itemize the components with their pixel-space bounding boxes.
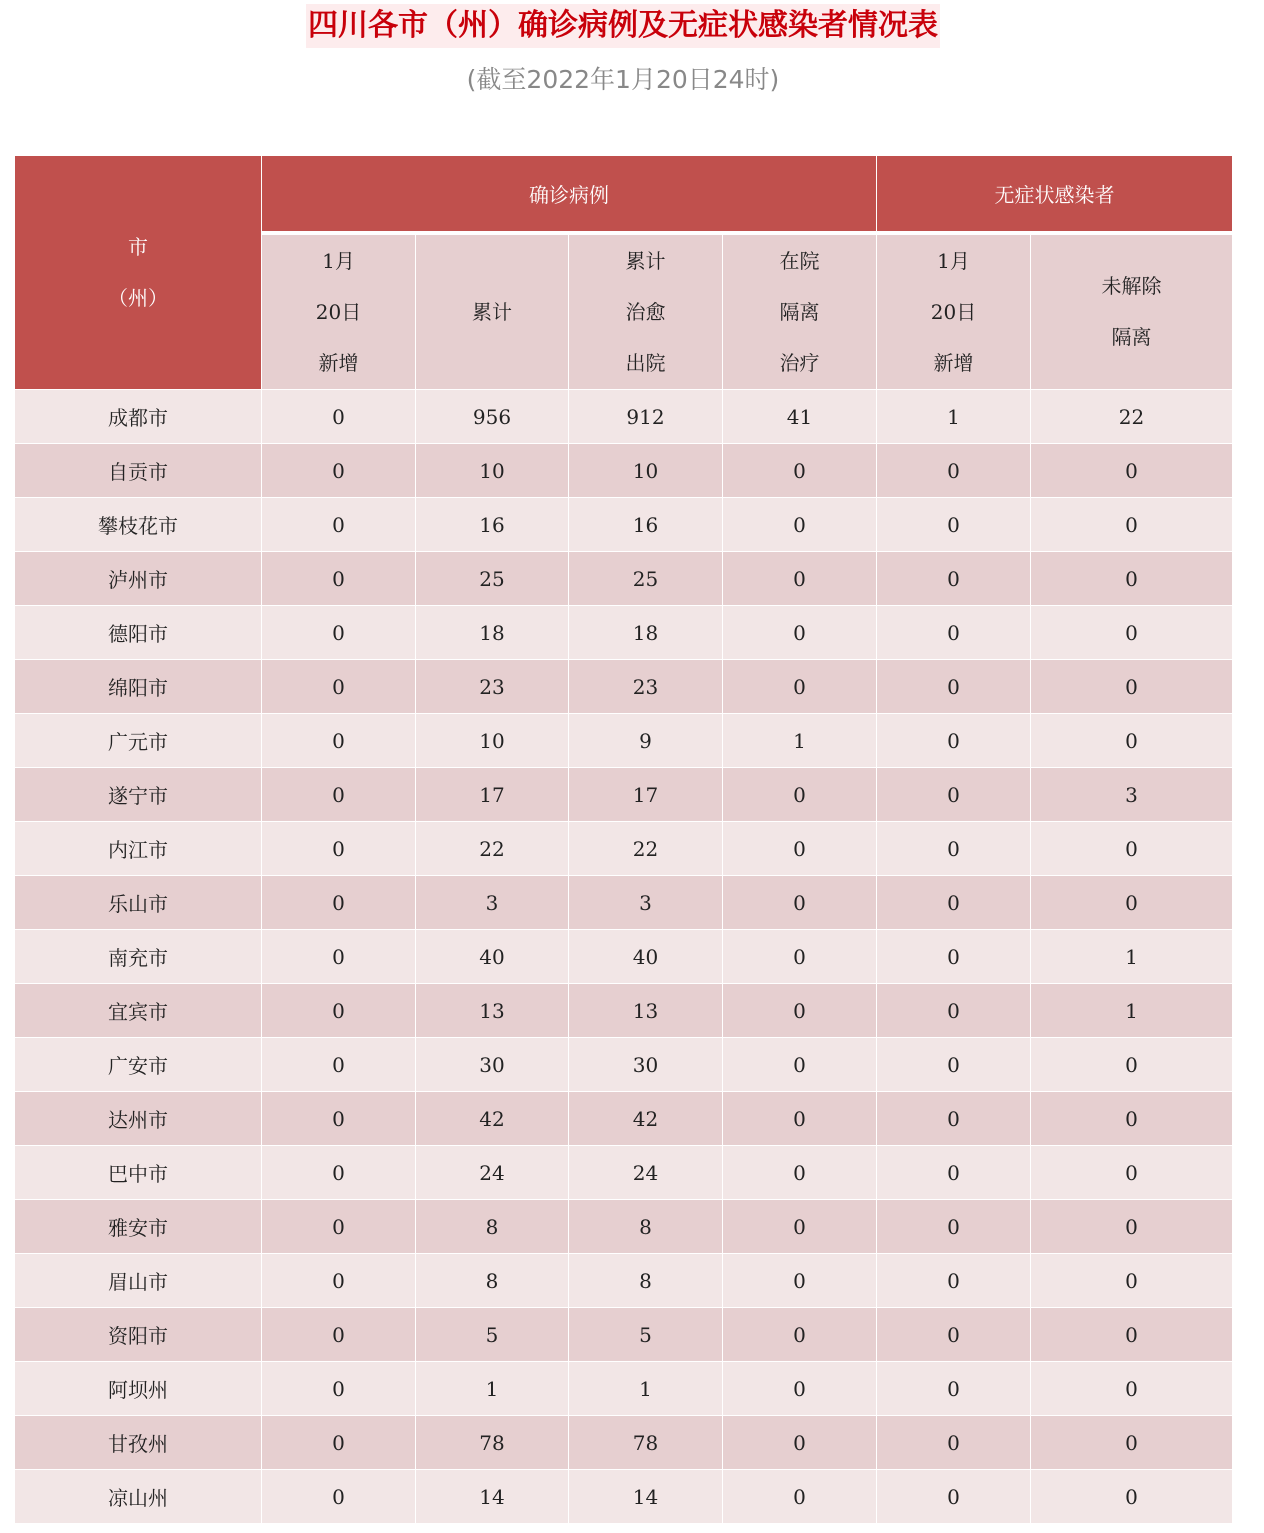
asym-unreleased-cell: 0	[1031, 876, 1233, 930]
confirmed-total-cell: 17	[416, 768, 569, 822]
asym-new-cell: 0	[877, 1308, 1031, 1362]
confirmed-new-cell: 0	[262, 930, 416, 984]
confirmed-hospital-cell: 0	[723, 1254, 877, 1308]
asym-new-cell: 0	[877, 876, 1031, 930]
confirmed-new-cell: 0	[262, 1092, 416, 1146]
confirmed-total-cell: 30	[416, 1038, 569, 1092]
confirmed-new-cell: 0	[262, 390, 416, 444]
city-cell: 绵阳市	[15, 660, 262, 714]
asym-new-cell: 0	[877, 552, 1031, 606]
city-cell: 南充市	[15, 930, 262, 984]
confirmed-total-cell: 3	[416, 876, 569, 930]
confirmed-total-cell: 23	[416, 660, 569, 714]
case-table	[14, 155, 1233, 1524]
confirmed-hospital-cell: 0	[723, 552, 877, 606]
table-row	[15, 1146, 1233, 1200]
table-row	[15, 714, 1233, 768]
confirmed-cured-cell: 3	[569, 876, 723, 930]
confirmed-new-cell: 0	[262, 768, 416, 822]
confirmed-cured-cell: 14	[569, 1470, 723, 1524]
confirmed-total-cell: 16	[416, 498, 569, 552]
header-line: 1月	[322, 248, 355, 273]
header-group-confirmed: 确诊病例	[262, 156, 877, 234]
confirmed-cured-cell: 17	[569, 768, 723, 822]
asym-new-cell: 0	[877, 1470, 1031, 1524]
table-row	[15, 1092, 1233, 1146]
confirmed-cured-cell: 13	[569, 984, 723, 1038]
header-city-line2: （州）	[108, 285, 168, 310]
table-row	[15, 1362, 1233, 1416]
city-cell: 雅安市	[15, 1200, 262, 1254]
city-cell: 泸州市	[15, 552, 262, 606]
header-line: 治愈	[625, 299, 666, 324]
table-row	[15, 552, 1233, 606]
asym-unreleased-cell: 0	[1031, 552, 1233, 606]
city-cell: 自贡市	[15, 444, 262, 498]
city-cell: 凉山州	[15, 1470, 262, 1524]
confirmed-hospital-cell: 0	[723, 498, 877, 552]
asym-unreleased-cell: 0	[1031, 660, 1233, 714]
confirmed-cured-cell: 5	[569, 1308, 723, 1362]
header-line: 1月	[937, 248, 970, 273]
asym-unreleased-cell: 1	[1031, 930, 1233, 984]
confirmed-cured-cell: 912	[569, 390, 723, 444]
header-line: 累计	[625, 248, 666, 273]
page-title: 四川各市（州）确诊病例及无症状感染者情况表	[306, 4, 940, 48]
confirmed-cured-cell: 10	[569, 444, 723, 498]
confirmed-new-cell: 0	[262, 1308, 416, 1362]
city-cell: 巴中市	[15, 1146, 262, 1200]
confirmed-total-cell: 78	[416, 1416, 569, 1470]
confirmed-total-cell: 8	[416, 1254, 569, 1308]
table-row	[15, 1200, 1233, 1254]
confirmed-new-cell: 0	[262, 714, 416, 768]
asym-new-cell: 1	[877, 390, 1031, 444]
city-cell: 成都市	[15, 390, 262, 444]
city-cell: 乐山市	[15, 876, 262, 930]
confirmed-total-cell: 14	[416, 1470, 569, 1524]
asym-new-cell: 0	[877, 984, 1031, 1038]
asym-unreleased-cell: 0	[1031, 1146, 1233, 1200]
header-city-line1: 市	[128, 234, 148, 259]
table-row	[15, 1416, 1233, 1470]
header-group-asymptomatic: 无症状感染者	[877, 156, 1233, 234]
confirmed-cured-cell: 30	[569, 1038, 723, 1092]
city-cell: 阿坝州	[15, 1362, 262, 1416]
table-row	[15, 444, 1233, 498]
confirmed-hospital-cell: 0	[723, 822, 877, 876]
city-cell: 资阳市	[15, 1308, 262, 1362]
table-row	[15, 1254, 1233, 1308]
confirmed-hospital-cell: 0	[723, 768, 877, 822]
confirmed-cured-cell: 23	[569, 660, 723, 714]
asym-new-cell: 0	[877, 1038, 1031, 1092]
page-subtitle: (截至2022年1月20日24时)	[466, 65, 780, 94]
asym-new-cell: 0	[877, 1416, 1031, 1470]
confirmed-total-cell: 25	[416, 552, 569, 606]
header-line: 隔离	[1111, 325, 1152, 349]
header-line: 隔离	[779, 299, 820, 324]
confirmed-new-cell: 0	[262, 1200, 416, 1254]
asym-new-cell: 0	[877, 1092, 1031, 1146]
table-row	[15, 606, 1233, 660]
table-body	[15, 390, 1233, 1524]
city-cell: 攀枝花市	[15, 498, 262, 552]
table-row	[15, 390, 1233, 444]
confirmed-hospital-cell: 0	[723, 930, 877, 984]
asym-unreleased-cell: 0	[1031, 1470, 1233, 1524]
header-group-row	[15, 156, 1233, 234]
confirmed-total-cell: 10	[416, 714, 569, 768]
asym-unreleased-cell: 3	[1031, 768, 1233, 822]
table-row	[15, 930, 1233, 984]
header-confirmed-new	[262, 233, 416, 390]
table-row	[15, 768, 1233, 822]
header-line: 未解除	[1101, 274, 1162, 298]
confirmed-total-cell: 1	[416, 1362, 569, 1416]
table-row	[15, 822, 1233, 876]
header-confirmed-cured	[569, 233, 723, 390]
asym-unreleased-cell: 0	[1031, 444, 1233, 498]
confirmed-cured-cell: 78	[569, 1416, 723, 1470]
city-cell: 内江市	[15, 822, 262, 876]
header-asym-unreleased	[1031, 233, 1233, 390]
confirmed-hospital-cell: 0	[723, 1092, 877, 1146]
header-asym-new	[877, 233, 1031, 390]
confirmed-total-cell: 24	[416, 1146, 569, 1200]
confirmed-total-cell: 18	[416, 606, 569, 660]
asym-unreleased-cell: 0	[1031, 1308, 1233, 1362]
header-city	[15, 156, 262, 390]
confirmed-total-cell: 42	[416, 1092, 569, 1146]
city-cell: 达州市	[15, 1092, 262, 1146]
header-line: 累计	[472, 299, 512, 324]
confirmed-new-cell: 0	[262, 1416, 416, 1470]
asym-unreleased-cell: 0	[1031, 714, 1233, 768]
confirmed-hospital-cell: 0	[723, 1146, 877, 1200]
table-row	[15, 876, 1233, 930]
confirmed-hospital-cell: 0	[723, 1470, 877, 1524]
confirmed-hospital-cell: 0	[723, 876, 877, 930]
confirmed-hospital-cell: 0	[723, 1038, 877, 1092]
city-cell: 遂宁市	[15, 768, 262, 822]
confirmed-total-cell: 13	[416, 984, 569, 1038]
asym-unreleased-cell: 0	[1031, 498, 1233, 552]
confirmed-cured-cell: 25	[569, 552, 723, 606]
confirmed-new-cell: 0	[262, 876, 416, 930]
asym-new-cell: 0	[877, 1254, 1031, 1308]
confirmed-total-cell: 5	[416, 1308, 569, 1362]
page-title-wrap	[0, 4, 1246, 48]
asym-new-cell: 0	[877, 660, 1031, 714]
confirmed-hospital-cell: 1	[723, 714, 877, 768]
asym-new-cell: 0	[877, 606, 1031, 660]
header-line: 治疗	[779, 350, 820, 375]
table-row	[15, 1308, 1233, 1362]
confirmed-new-cell: 0	[262, 984, 416, 1038]
confirmed-new-cell: 0	[262, 444, 416, 498]
confirmed-total-cell: 956	[416, 390, 569, 444]
confirmed-new-cell: 0	[262, 552, 416, 606]
city-cell: 甘孜州	[15, 1416, 262, 1470]
confirmed-cured-cell: 42	[569, 1092, 723, 1146]
city-cell: 广安市	[15, 1038, 262, 1092]
table-row	[15, 984, 1233, 1038]
asym-new-cell: 0	[877, 930, 1031, 984]
asym-unreleased-cell: 0	[1031, 822, 1233, 876]
confirmed-cured-cell: 40	[569, 930, 723, 984]
city-cell: 德阳市	[15, 606, 262, 660]
confirmed-hospital-cell: 0	[723, 660, 877, 714]
asym-new-cell: 0	[877, 714, 1031, 768]
header-confirmed-total	[416, 233, 569, 390]
asym-new-cell: 0	[877, 498, 1031, 552]
confirmed-hospital-cell: 0	[723, 1416, 877, 1470]
header-line: 20日	[315, 299, 362, 324]
header-line: 在院	[779, 248, 820, 273]
asym-unreleased-cell: 0	[1031, 1092, 1233, 1146]
city-cell: 广元市	[15, 714, 262, 768]
confirmed-cured-cell: 16	[569, 498, 723, 552]
confirmed-new-cell: 0	[262, 498, 416, 552]
city-cell: 宜宾市	[15, 984, 262, 1038]
table-row	[15, 1038, 1233, 1092]
asym-unreleased-cell: 0	[1031, 606, 1233, 660]
asym-unreleased-cell: 0	[1031, 1038, 1233, 1092]
confirmed-cured-cell: 8	[569, 1200, 723, 1254]
asym-new-cell: 0	[877, 1362, 1031, 1416]
confirmed-new-cell: 0	[262, 1146, 416, 1200]
confirmed-hospital-cell: 0	[723, 1200, 877, 1254]
confirmed-new-cell: 0	[262, 606, 416, 660]
confirmed-new-cell: 0	[262, 1470, 416, 1524]
asym-unreleased-cell: 0	[1031, 1254, 1233, 1308]
confirmed-total-cell: 22	[416, 822, 569, 876]
confirmed-total-cell: 8	[416, 1200, 569, 1254]
confirmed-cured-cell: 24	[569, 1146, 723, 1200]
table-row	[15, 660, 1233, 714]
confirmed-hospital-cell: 0	[723, 1362, 877, 1416]
confirmed-cured-cell: 8	[569, 1254, 723, 1308]
city-cell: 眉山市	[15, 1254, 262, 1308]
table-row	[15, 1470, 1233, 1524]
header-line: 20日	[930, 299, 977, 324]
confirmed-hospital-cell: 0	[723, 1308, 877, 1362]
confirmed-hospital-cell: 0	[723, 444, 877, 498]
confirmed-cured-cell: 18	[569, 606, 723, 660]
header-line: 出院	[625, 350, 666, 375]
asym-unreleased-cell: 1	[1031, 984, 1233, 1038]
asym-new-cell: 0	[877, 1200, 1031, 1254]
asym-unreleased-cell: 22	[1031, 390, 1233, 444]
table-row	[15, 498, 1233, 552]
confirmed-hospital-cell: 0	[723, 984, 877, 1038]
confirmed-cured-cell: 22	[569, 822, 723, 876]
asym-new-cell: 0	[877, 444, 1031, 498]
header-confirmed-hospital	[723, 233, 877, 390]
asym-new-cell: 0	[877, 768, 1031, 822]
header-line: 新增	[933, 350, 974, 375]
confirmed-cured-cell: 9	[569, 714, 723, 768]
header-line: 新增	[318, 350, 359, 375]
confirmed-new-cell: 0	[262, 1038, 416, 1092]
confirmed-new-cell: 0	[262, 822, 416, 876]
confirmed-total-cell: 40	[416, 930, 569, 984]
confirmed-hospital-cell: 0	[723, 606, 877, 660]
asym-unreleased-cell: 0	[1031, 1416, 1233, 1470]
confirmed-new-cell: 0	[262, 660, 416, 714]
confirmed-new-cell: 0	[262, 1362, 416, 1416]
confirmed-cured-cell: 1	[569, 1362, 723, 1416]
asym-unreleased-cell: 0	[1031, 1200, 1233, 1254]
confirmed-hospital-cell: 41	[723, 390, 877, 444]
confirmed-new-cell: 0	[262, 1254, 416, 1308]
confirmed-total-cell: 10	[416, 444, 569, 498]
asym-new-cell: 0	[877, 822, 1031, 876]
asym-new-cell: 0	[877, 1146, 1031, 1200]
asym-unreleased-cell: 0	[1031, 1362, 1233, 1416]
